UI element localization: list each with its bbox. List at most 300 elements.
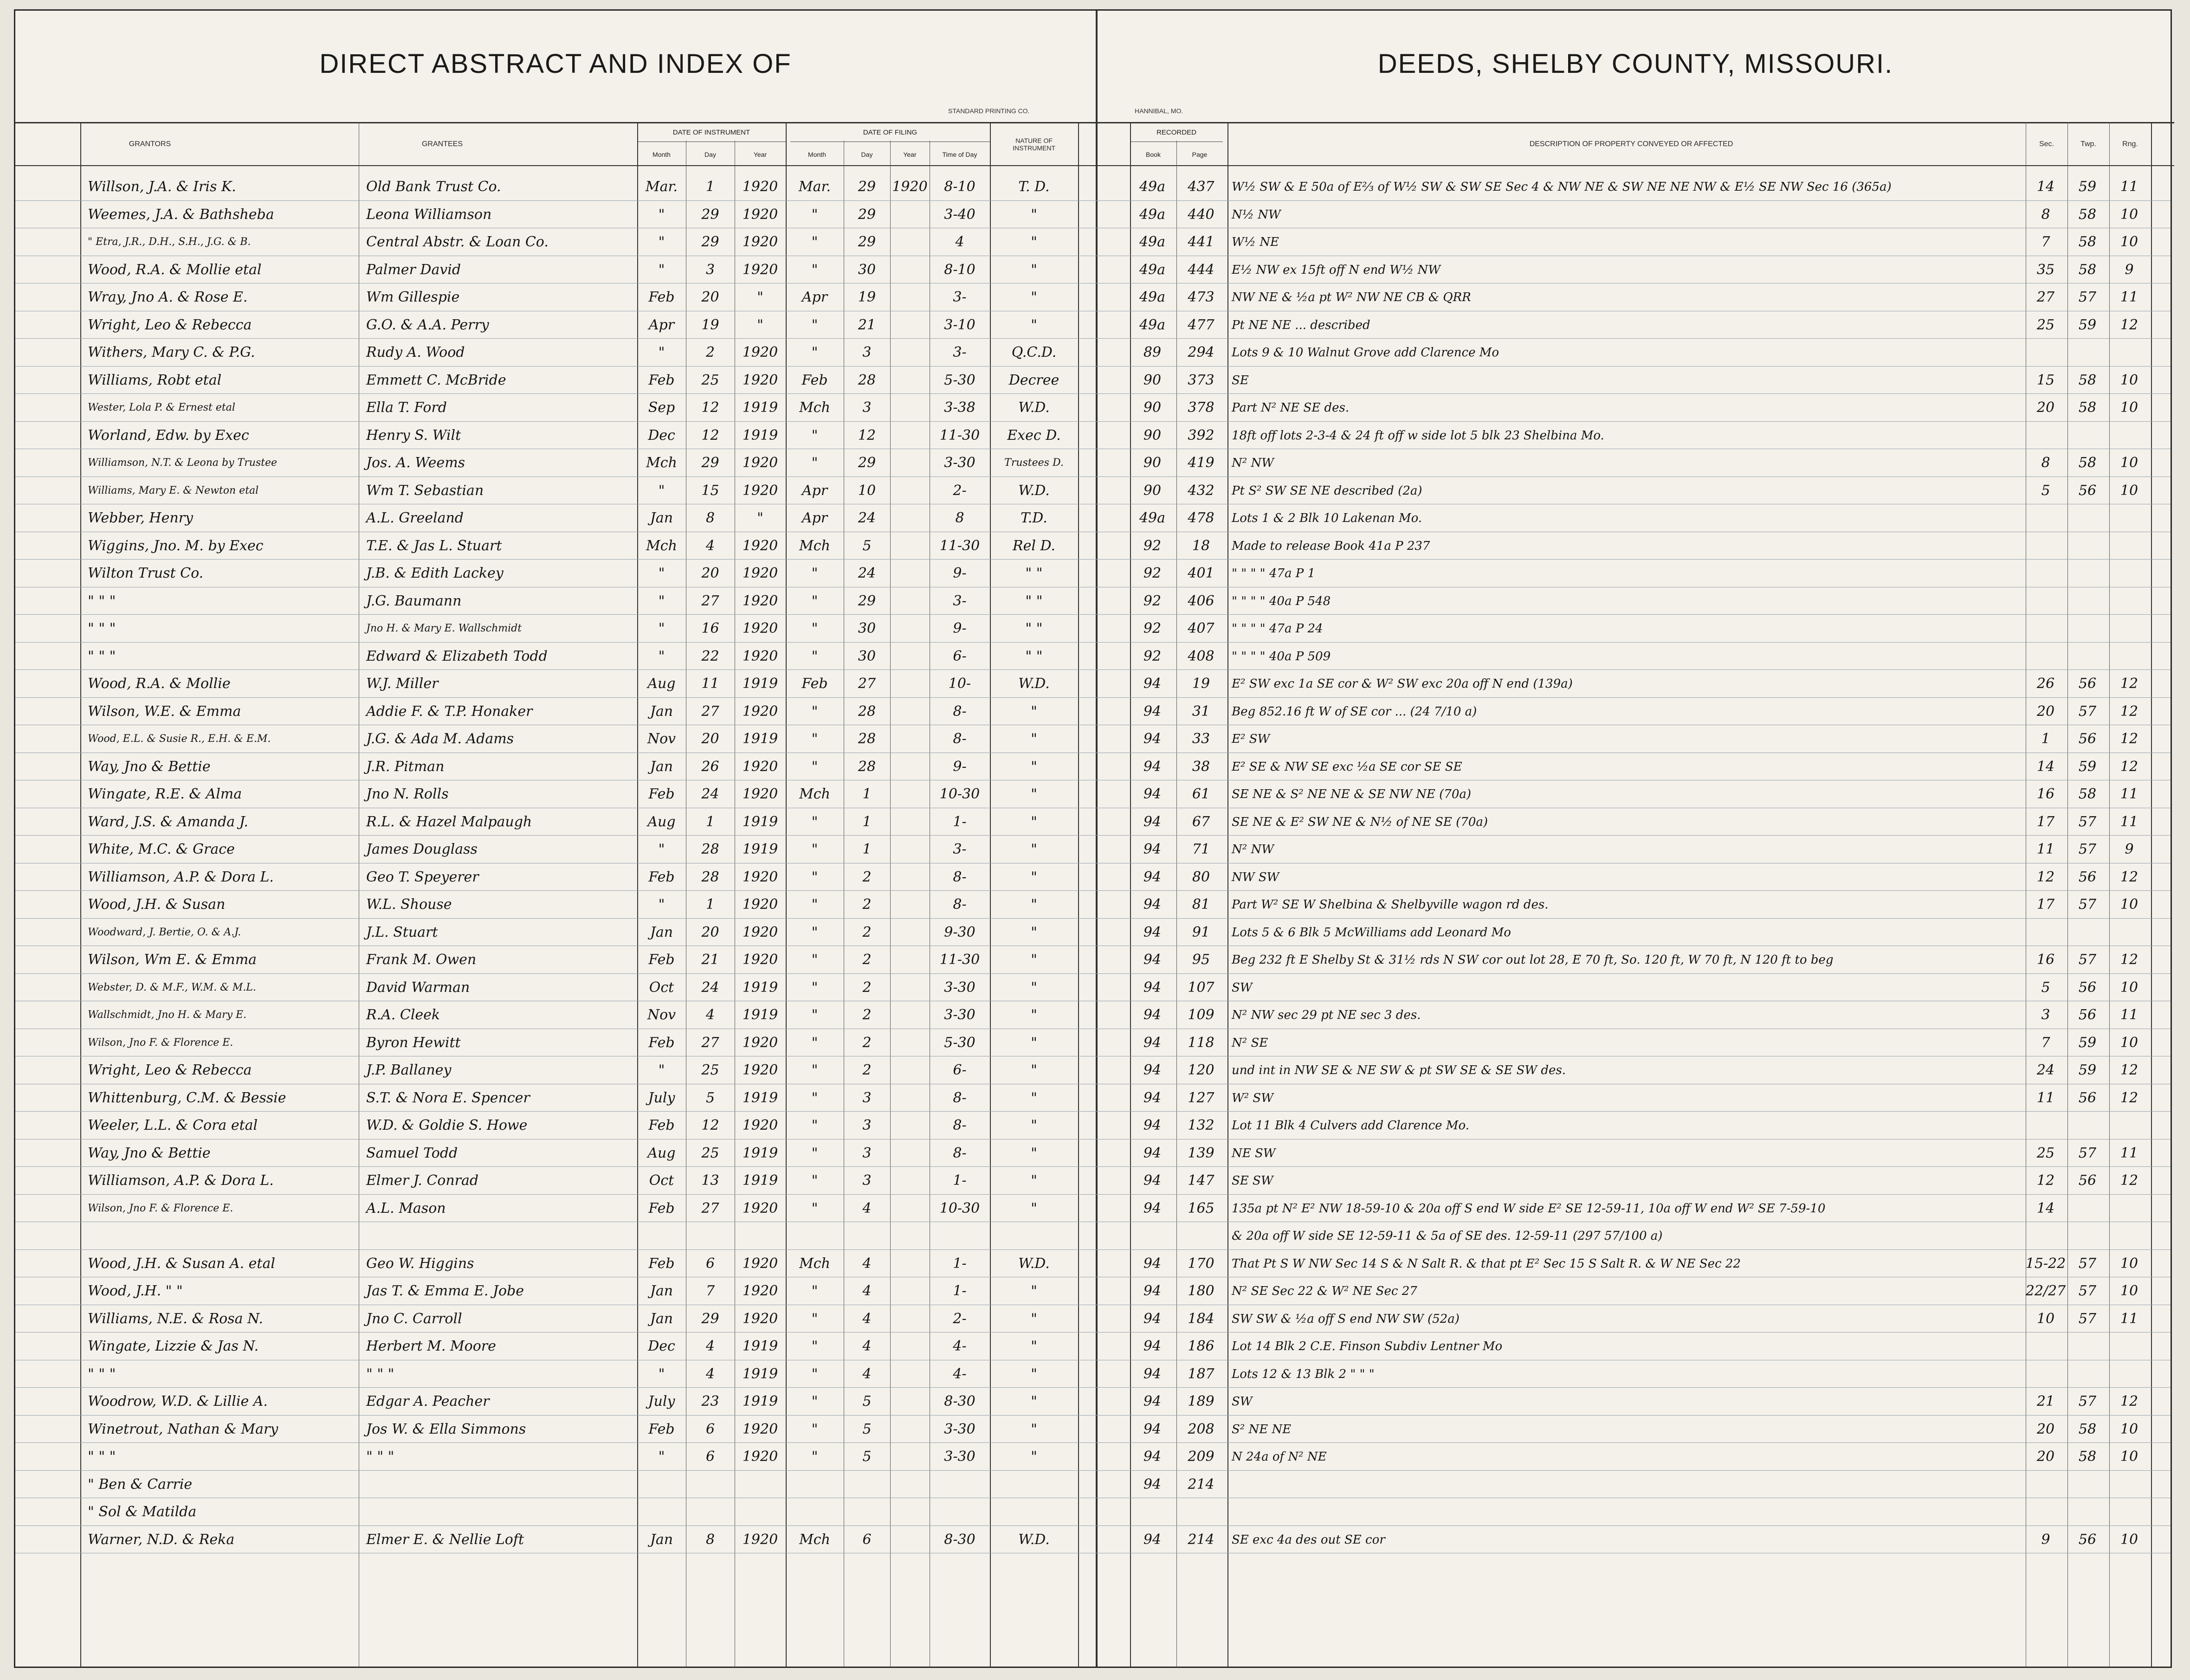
instrument-day-cell: 23 (701, 1393, 719, 1410)
rng-cell: 11 (2120, 813, 2138, 830)
time-of-day-cell: 3-30 (944, 979, 975, 996)
book-cell: 92 (1143, 620, 1162, 637)
grantee-cell: Emmett C. McBride (366, 372, 506, 388)
description-cell: & 20a off W side SE 12-59-11 & 5a of SE des. 12-59-11 (297 57/100 a) (1232, 1229, 1663, 1243)
instrument-day-cell: 1 (705, 179, 715, 195)
filing-day-cell: 4 (862, 1310, 872, 1327)
twp-cell: 56 (2078, 731, 2097, 747)
nature-cell: " (1031, 813, 1037, 830)
filing-month-cell: " (811, 565, 818, 581)
grantor-cell: Ward, J.S. & Amanda J. (88, 813, 248, 830)
filing-month-cell: " (811, 1007, 818, 1023)
filing-day-cell: 4 (862, 1255, 872, 1272)
table-row (15, 1250, 2171, 1278)
filing-year-cell (890, 449, 930, 476)
description-cell: Made to release Book 41a P 237 (1232, 539, 1430, 553)
filing-day-cell: 1 (862, 813, 872, 830)
filing-year-cell (890, 201, 930, 228)
filing-year-header: Year (903, 151, 917, 158)
book-cell: 94 (1143, 1476, 1162, 1493)
grantor-cell: Wood, E.L. & Susie R., E.H. & E.M. (88, 733, 271, 745)
time-of-day-cell: 9-30 (944, 924, 975, 940)
grantor-cell: " Ben & Carrie (88, 1476, 193, 1493)
book-cell: 94 (1143, 786, 1162, 802)
time-of-day-cell: 3-38 (944, 399, 975, 416)
instrument-day-cell: 29 (701, 234, 719, 250)
filing-day-cell: 3 (862, 1117, 872, 1133)
grantor-cell: Williams, Mary E. & Newton etal (88, 484, 259, 496)
twp-cell (2067, 587, 2108, 615)
time-of-day-cell: 8- (953, 1117, 967, 1133)
time-of-day-cell: 2- (953, 1310, 967, 1327)
nature-cell: " " (1025, 648, 1043, 664)
grantee-cell: Rudy A. Wood (366, 344, 465, 360)
filing-month-cell: " (811, 1200, 818, 1217)
page-cell: 419 (1188, 455, 1215, 471)
sec-cell: 11 (2036, 1089, 2055, 1106)
book-cell: 49a (1139, 289, 1166, 305)
rng-cell (2108, 1332, 2150, 1360)
description-cell: SW SW & ½a off S end NW SW (52a) (1232, 1312, 1460, 1326)
nature-cell: Decree (1008, 372, 1059, 388)
time-of-day-cell: 3- (953, 841, 967, 857)
filing-day-cell: 28 (858, 372, 876, 388)
rng-cell: 9 (2125, 841, 2134, 857)
sec-cell (2025, 560, 2067, 587)
filing-month-cell: " (811, 1145, 818, 1161)
instrument-year-cell: " (757, 316, 763, 333)
nature-cell: " (1031, 896, 1037, 913)
filing-year-cell (890, 311, 930, 339)
instrument-year-header: Year (753, 151, 767, 158)
instrument-day-cell: 3 (705, 261, 715, 278)
instrument-year-cell: 1919 (742, 1338, 778, 1354)
instrument-year-cell: 1920 (742, 1448, 778, 1465)
description-cell: SE exc 4a des out SE cor (1232, 1532, 1385, 1547)
table-row (15, 615, 2171, 643)
page-cell: 378 (1188, 399, 1215, 416)
nature-cell: W.D. (1018, 676, 1050, 692)
page-cell: 373 (1188, 372, 1215, 388)
grantor-cell: Whittenburg, C.M. & Bessie (88, 1089, 286, 1106)
instrument-day-cell (686, 1471, 735, 1498)
grantee-cell: Jno C. Carroll (366, 1310, 462, 1327)
instrument-month-cell: Jan (650, 924, 673, 940)
page-cell: 437 (1188, 179, 1215, 195)
table-row (15, 1443, 2171, 1471)
grantee-cell: Jno N. Rolls (366, 786, 449, 802)
grantor-cell: Wood, R.A. & Mollie etal (88, 261, 262, 278)
rng-cell: 10 (2120, 372, 2138, 388)
page-cell: 31 (1192, 703, 1210, 720)
nature-cell: " (1031, 261, 1037, 278)
nature-cell: " (1031, 1034, 1037, 1051)
filing-month-header: Month (808, 151, 826, 158)
filing-month-cell: " (811, 592, 818, 609)
instrument-day-cell: 20 (701, 289, 719, 305)
grantor-cell: Wallschmidt, Jno H. & Mary E. (88, 1009, 247, 1021)
sec-cell: 7 (2041, 1034, 2050, 1051)
book-cell: 94 (1143, 703, 1162, 720)
filing-month-cell: " (811, 1310, 818, 1327)
filing-month-cell: " (811, 1393, 818, 1410)
grantor-cell: Wingate, R.E. & Alma (88, 786, 242, 802)
table-row (15, 1195, 2171, 1223)
filing-month-cell: " (811, 1172, 818, 1189)
sec-cell: 12 (2036, 1172, 2055, 1189)
page-cell: 189 (1188, 1393, 1215, 1410)
filing-year-cell (890, 698, 930, 725)
filing-year-cell (890, 725, 930, 753)
instrument-day-cell: 12 (701, 399, 719, 416)
filing-month-cell: " (811, 620, 818, 637)
description-cell: W² SW (1232, 1091, 1273, 1105)
filing-day-cell: 28 (858, 703, 876, 720)
page-cell: 184 (1188, 1310, 1215, 1327)
instrument-month-cell: Mch (646, 455, 677, 471)
sec-cell: 15 (2036, 372, 2055, 388)
description-cell: Lots 9 & 10 Walnut Grove add Clarence Mo (1232, 346, 1499, 360)
grantor-cell: Wilson, Jno F. & Florence E. (88, 1202, 233, 1214)
sec-cell: 14 (2036, 179, 2055, 195)
filing-year-cell (890, 1277, 930, 1305)
time-of-day-cell: 3-30 (944, 455, 975, 471)
grantor-cell: Woodrow, W.D. & Lillie A. (88, 1393, 268, 1410)
description-cell: N½ NW (1232, 207, 1281, 222)
filing-day-cell: 30 (858, 261, 876, 278)
twp-cell (2067, 560, 2108, 587)
filing-day-cell: 2 (862, 1062, 872, 1078)
grantor-cell: Way, Jno & Bettie (88, 758, 211, 775)
instrument-day-cell: 29 (701, 455, 719, 471)
nature-cell: " " (1025, 620, 1043, 637)
twp-cell: 59 (2078, 1062, 2097, 1078)
rng-cell: 10 (2120, 1531, 2138, 1548)
nature-cell: " (1031, 1310, 1037, 1327)
rng-cell: 12 (2120, 316, 2138, 333)
rng-cell (2108, 1195, 2150, 1222)
book-cell: 94 (1143, 1007, 1162, 1023)
book-cell: 90 (1143, 427, 1162, 444)
instrument-day-cell: 5 (705, 1089, 715, 1106)
grantor-cell (85, 1222, 359, 1249)
instrument-month-cell: Jan (650, 703, 673, 720)
filing-month-cell: " (811, 261, 818, 278)
instrument-year-cell: 1920 (742, 1255, 778, 1272)
filing-year-cell (890, 1416, 930, 1443)
book-cell: 49a (1139, 234, 1166, 250)
rng-cell (2108, 532, 2150, 560)
page-cell: 432 (1188, 482, 1215, 499)
filing-day-cell: 28 (858, 731, 876, 747)
sec-cell (2025, 1471, 2067, 1498)
page-cell: 440 (1188, 206, 1215, 223)
description-cell: E½ NW ex 15ft off N end W½ NW (1232, 263, 1441, 277)
grantor-cell: " " " (88, 1448, 116, 1465)
grantee-cell (363, 1498, 637, 1526)
instrument-year-cell (735, 1471, 786, 1498)
grantor-cell: Wright, Leo & Rebecca (88, 1062, 252, 1078)
time-of-day-cell: 10-30 (939, 786, 980, 802)
filing-day-cell: 19 (858, 289, 876, 305)
table-row (15, 863, 2171, 891)
instrument-month-cell (637, 1471, 686, 1498)
book-cell: 94 (1143, 758, 1162, 775)
filing-day-cell: 4 (862, 1283, 872, 1299)
date-of-instrument-header: DATE OF INSTRUMENT (637, 123, 786, 142)
time-of-day-cell: 3-10 (944, 316, 975, 333)
instrument-year-cell: 1919 (742, 1089, 778, 1106)
grantee-cell: Palmer David (366, 261, 461, 278)
filing-day-cell: 5 (862, 1448, 872, 1465)
nature-cell: " (1031, 1172, 1037, 1189)
instrument-month-cell: Nov (647, 1007, 676, 1023)
filing-year-cell (890, 808, 930, 836)
table-row (15, 587, 2171, 615)
instrument-year-cell: 1920 (742, 234, 778, 250)
rng-cell: 10 (2120, 1421, 2138, 1437)
filing-month-cell (786, 1471, 844, 1498)
description-cell: W½ SW & E 50a of E⅔ of W½ SW & SW SE Sec 4 & NW NE & SW NE NE NW & E½ SE NW Sec 16 (365a) (1232, 180, 1892, 194)
instrument-month-cell: Feb (648, 372, 675, 388)
instrument-day-cell: 26 (701, 758, 719, 775)
instrument-day-cell (686, 1498, 735, 1526)
instrument-month-cell (637, 1222, 686, 1249)
time-of-day-cell: 4- (953, 1365, 967, 1382)
filing-month-cell: " (811, 1283, 818, 1299)
instrument-day-cell: 25 (701, 1145, 719, 1161)
time-of-day-header: Time of Day (942, 151, 977, 158)
description-cell: Pt NE NE ... described (1232, 318, 1370, 332)
description-cell: N² SE (1232, 1036, 1268, 1050)
grantor-cell: " " " (88, 592, 116, 609)
description-cell: N² NW sec 29 pt NE sec 3 des. (1232, 1008, 1421, 1022)
rng-cell (2108, 504, 2150, 532)
filing-month-cell: " (811, 316, 818, 333)
nature-cell (990, 1471, 1078, 1498)
description-cell: Beg 232 ft E Shelby St & 31½ rds N SW cor out lot 28, E 70 ft, So. 120 ft, W 70 ft, N 120 ft to beg (1232, 953, 1834, 967)
nature-cell: " " (1025, 592, 1043, 609)
filing-month-cell: Apr (801, 482, 828, 499)
instrument-month-cell: Mar. (645, 179, 678, 195)
twp-cell: 57 (2078, 1393, 2097, 1410)
grantee-cell (363, 1471, 637, 1498)
time-of-day-cell: 1- (953, 1172, 967, 1189)
instrument-day-cell: 1 (705, 896, 715, 913)
nature-cell: " (1031, 786, 1037, 802)
filing-month-cell: Mch (799, 1255, 830, 1272)
filing-month-cell: Mar. (798, 179, 831, 195)
nature-cell (990, 1498, 1078, 1526)
instrument-month-cell: Feb (648, 1200, 675, 1217)
grantee-cell: Elmer J. Conrad (366, 1172, 479, 1189)
time-of-day-cell: 3- (953, 592, 967, 609)
sec-cell: 5 (2041, 482, 2050, 499)
time-of-day-cell: 11-30 (939, 537, 980, 554)
instrument-year-cell: 1920 (742, 924, 778, 940)
page-cell: 61 (1192, 786, 1210, 802)
twp-cell: 57 (2078, 896, 2097, 913)
instrument-year-cell: 1920 (742, 206, 778, 223)
sec-cell: 9 (2041, 1531, 2050, 1548)
page-cell: 209 (1188, 1448, 1215, 1465)
nature-cell: " (1031, 869, 1037, 885)
twp-cell: 56 (2078, 1007, 2097, 1023)
book-cell: 94 (1143, 979, 1162, 996)
filing-day-cell: 3 (862, 399, 872, 416)
description-cell: N 24a of N² NE (1232, 1450, 1327, 1464)
time-of-day-cell: 10-30 (939, 1200, 980, 1217)
rng-cell (2108, 587, 2150, 615)
instrument-year-cell: 1919 (742, 676, 778, 692)
twp-cell (2067, 339, 2108, 366)
instrument-year-cell: 1920 (742, 1310, 778, 1327)
time-of-day-cell: 8- (953, 896, 967, 913)
description-cell: That Pt S W NW Sec 14 S & N Salt R. & that pt E² Sec 15 S Salt R. & W NE Sec 22 (1232, 1256, 1741, 1271)
sec-cell: 3 (2041, 1007, 2050, 1023)
page-cell: 132 (1188, 1117, 1215, 1133)
grantor-cell: " " " (88, 1365, 116, 1382)
rng-cell: 9 (2125, 261, 2134, 278)
rng-cell: 12 (2120, 869, 2138, 885)
grantor-cell: Woodward, J. Bertie, O. & A.J. (88, 926, 241, 938)
printer-imprint-left: STANDARD PRINTING CO. (948, 107, 1030, 115)
sec-cell: 20 (2036, 1421, 2055, 1437)
time-of-day-cell: 4- (953, 1338, 967, 1354)
instrument-month-cell: Aug (647, 813, 676, 830)
table-row (15, 532, 2171, 560)
grantee-cell: Edward & Elizabeth Todd (366, 648, 548, 664)
grantee-cell: W.L. Shouse (366, 896, 452, 913)
grantor-cell: Wright, Leo & Rebecca (88, 316, 252, 333)
filing-year-cell (890, 1360, 930, 1388)
filing-day-cell: 1 (862, 841, 872, 857)
page-cell: 406 (1188, 592, 1215, 609)
filing-year-cell (890, 339, 930, 366)
page-cell: 392 (1188, 427, 1215, 444)
book-cell: 94 (1143, 1310, 1162, 1327)
table-row (15, 891, 2171, 919)
description-cell: " " " " 47a P 24 (1232, 622, 1323, 636)
instrument-month-cell: Aug (647, 676, 676, 692)
time-of-day-cell: 3-30 (944, 1421, 975, 1437)
table-row (15, 422, 2171, 450)
instrument-year-cell: 1920 (742, 869, 778, 885)
sec-cell: 12 (2036, 869, 2055, 885)
grantee-cell: James Douglass (366, 841, 478, 857)
description-cell: SW (1232, 1395, 1253, 1409)
table-row (15, 201, 2171, 229)
nature-cell: W.D. (1018, 399, 1050, 416)
instrument-month-cell: Sep (648, 399, 675, 416)
filing-year-cell (890, 532, 930, 560)
grantor-cell: Withers, Mary C. & P.G. (88, 344, 255, 360)
filing-day-cell: 5 (862, 537, 872, 554)
filing-day-cell: 30 (858, 620, 876, 637)
book-cell: 94 (1143, 1034, 1162, 1051)
time-of-day-cell: 1- (953, 813, 967, 830)
description-cell: " " " " 40a P 548 (1232, 594, 1331, 608)
twp-cell: 57 (2078, 1145, 2097, 1161)
description-cell: W½ NE (1232, 235, 1279, 249)
sec-cell (2025, 1112, 2067, 1139)
twp-cell (2067, 643, 2108, 670)
rng-cell: 12 (2120, 758, 2138, 775)
instrument-month-cell: Feb (648, 869, 675, 885)
grantee-cell: Geo W. Higgins (366, 1255, 474, 1272)
instrument-day-cell: 25 (701, 1062, 719, 1078)
book-cell: 90 (1143, 372, 1162, 388)
grantee-cell: Central Abstr. & Loan Co. (366, 234, 549, 250)
twp-cell: 57 (2078, 952, 2097, 968)
sec-header: Sec. (2039, 140, 2054, 148)
rng-cell (2108, 339, 2150, 366)
instrument-day-cell: 24 (701, 786, 719, 802)
instrument-year-cell: 1920 (742, 482, 778, 499)
page-cell: 214 (1188, 1476, 1215, 1493)
rng-cell: 11 (2120, 1145, 2138, 1161)
nature-cell: " (1031, 1421, 1037, 1437)
book-cell: 94 (1143, 813, 1162, 830)
filing-day-cell: 24 (858, 565, 876, 581)
filing-month-cell: " (811, 841, 818, 857)
filing-month-cell: " (811, 869, 818, 885)
rng-cell: 12 (2120, 731, 2138, 747)
filing-day-cell: 2 (862, 1034, 872, 1051)
grantee-cell: W.D. & Goldie S. Howe (366, 1117, 528, 1133)
description-cell: " " " " 40a P 509 (1232, 649, 1331, 663)
filing-year-cell (890, 974, 930, 1001)
filing-year-cell (890, 863, 930, 891)
table-row (15, 1526, 2171, 1554)
page-cell: 127 (1188, 1089, 1215, 1106)
instrument-year-cell: 1920 (742, 261, 778, 278)
twp-cell: 57 (2078, 703, 2097, 720)
time-of-day-cell: 11-30 (939, 952, 980, 968)
nature-cell: " (1031, 316, 1037, 333)
grantee-cell: Jos. A. Weems (366, 455, 465, 471)
table-row (15, 808, 2171, 836)
grantee-cell: J.R. Pitman (366, 758, 445, 775)
instrument-year-cell: 1920 (742, 952, 778, 968)
grantee-cell: Leona Williamson (366, 206, 492, 223)
book-cell: 90 (1143, 455, 1162, 471)
grantee-cell: Edgar A. Peacher (366, 1393, 490, 1410)
description-cell: 135a pt N² E² NW 18-59-10 & 20a off S end W side E² SE 12-59-11, 10a off W end W² SE 7-59-10 (1232, 1201, 1826, 1216)
instrument-month-cell: " (658, 620, 665, 637)
page-cell: 109 (1188, 1007, 1215, 1023)
filing-day-cell: 2 (862, 952, 872, 968)
filing-year-cell (890, 1471, 930, 1498)
nature-cell: " " (1025, 565, 1043, 581)
instrument-day-cell: 12 (701, 427, 719, 444)
grantor-cell: Worland, Edw. by Exec (88, 427, 249, 444)
table-row (15, 1001, 2171, 1029)
filing-day-cell: 2 (862, 896, 872, 913)
sec-cell (2025, 615, 2067, 642)
book-cell (1129, 1222, 1176, 1249)
instrument-month-cell: Jan (650, 1531, 673, 1548)
instrument-year-cell: 1920 (742, 592, 778, 609)
instrument-year-cell: " (757, 510, 763, 526)
twp-cell: 57 (2078, 1255, 2097, 1272)
instrument-year-cell: 1920 (742, 648, 778, 664)
grantor-cell: Wilson, Jno F. & Florence E. (88, 1036, 233, 1049)
rng-cell (2108, 1471, 2150, 1498)
book-cell: 94 (1143, 1062, 1162, 1078)
rng-cell (2108, 643, 2150, 670)
instrument-day-cell: 27 (701, 1200, 719, 1217)
